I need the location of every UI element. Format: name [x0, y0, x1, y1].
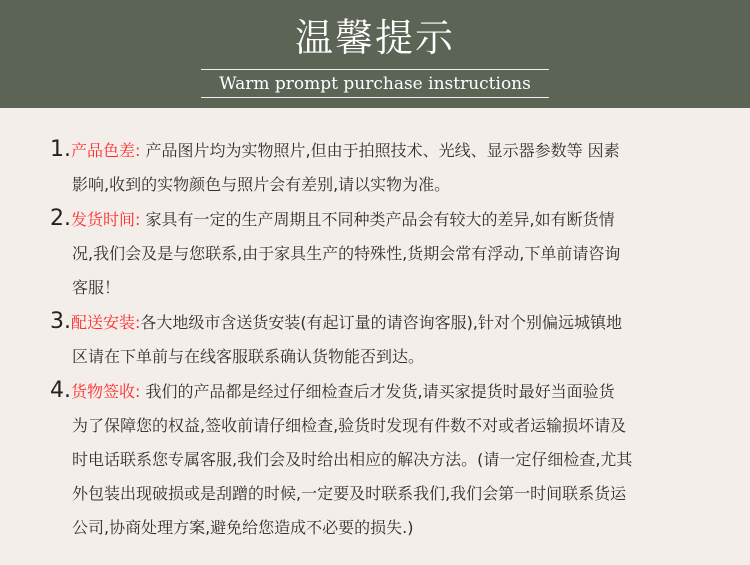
item-heading: 发货时间:	[71, 210, 141, 229]
item-number: 3.	[50, 309, 71, 334]
item-line: 影响,收到的实物颜色与照片会有差别,请以实物为准。	[72, 175, 451, 194]
item-heading: 产品色差:	[71, 141, 141, 160]
instruction-item-shipping-time	[50, 202, 714, 305]
item-line: 公司,协商处理方案,避免给您造成不必要的损失.)	[72, 518, 414, 537]
item-heading: 配送安装:	[71, 313, 141, 332]
page-subtitle: Warm prompt purchase instructions	[219, 74, 531, 94]
item-line: 各大地级市含送货安装(有起订量的请咨询客服),针对个别偏远城镇地	[140, 313, 622, 332]
instructions-list	[50, 133, 714, 545]
instruction-line	[50, 271, 714, 305]
item-line: 我们的产品都是经过仔细检查后才发货,请买家提货时最好当面验货	[140, 382, 615, 401]
item-line: 产品图片均为实物照片,但由于拍照技术、光线、显示器参数等 因素	[140, 141, 620, 160]
instruction-line	[50, 133, 714, 168]
page-title: 温馨提示	[294, 16, 455, 60]
instruction-item-receipt-signature	[50, 374, 714, 545]
item-line: 客服！	[72, 278, 121, 297]
instruction-line	[50, 374, 714, 409]
instruction-item-color-difference	[50, 133, 714, 202]
item-line: 区请在下单前与在线客服联系确认货物能否到达。	[72, 347, 425, 366]
instruction-line	[50, 168, 714, 202]
instruction-line	[50, 305, 714, 340]
item-number: 1.	[50, 137, 71, 162]
item-heading: 货物签收:	[71, 382, 141, 401]
instruction-line	[50, 477, 714, 511]
instruction-line	[50, 202, 714, 237]
subtitle-bottom-divider	[201, 97, 549, 98]
instruction-item-delivery-installation	[50, 305, 714, 374]
item-line: 况,我们会及是与您联系,由于家具生产的特殊性,货期会常有浮动,下单前请咨询	[72, 244, 621, 263]
item-line: 外包装出现破损或是刮蹭的时候,一定要及时联系我们,我们会第一时间联系货运	[72, 484, 627, 503]
item-number: 4.	[50, 378, 71, 403]
item-line: 家具有一定的生产周期且不同种类产品会有较大的差异,如有断货情	[140, 210, 615, 229]
instruction-line	[50, 237, 714, 271]
instruction-line	[50, 511, 714, 545]
item-line: 时电话联系您专属客服,我们会及时给出相应的解决方法。(请一定仔细检查,尤其	[72, 450, 633, 469]
instruction-line	[50, 443, 714, 477]
subtitle-top-divider	[201, 69, 549, 70]
instruction-line	[50, 409, 714, 443]
instruction-line	[50, 340, 714, 374]
item-line: 为了保障您的权益,签收前请仔细检查,验货时发现有件数不对或者运输损坏请及	[72, 416, 627, 435]
item-number: 2.	[50, 206, 71, 231]
header-banner	[0, 0, 750, 108]
